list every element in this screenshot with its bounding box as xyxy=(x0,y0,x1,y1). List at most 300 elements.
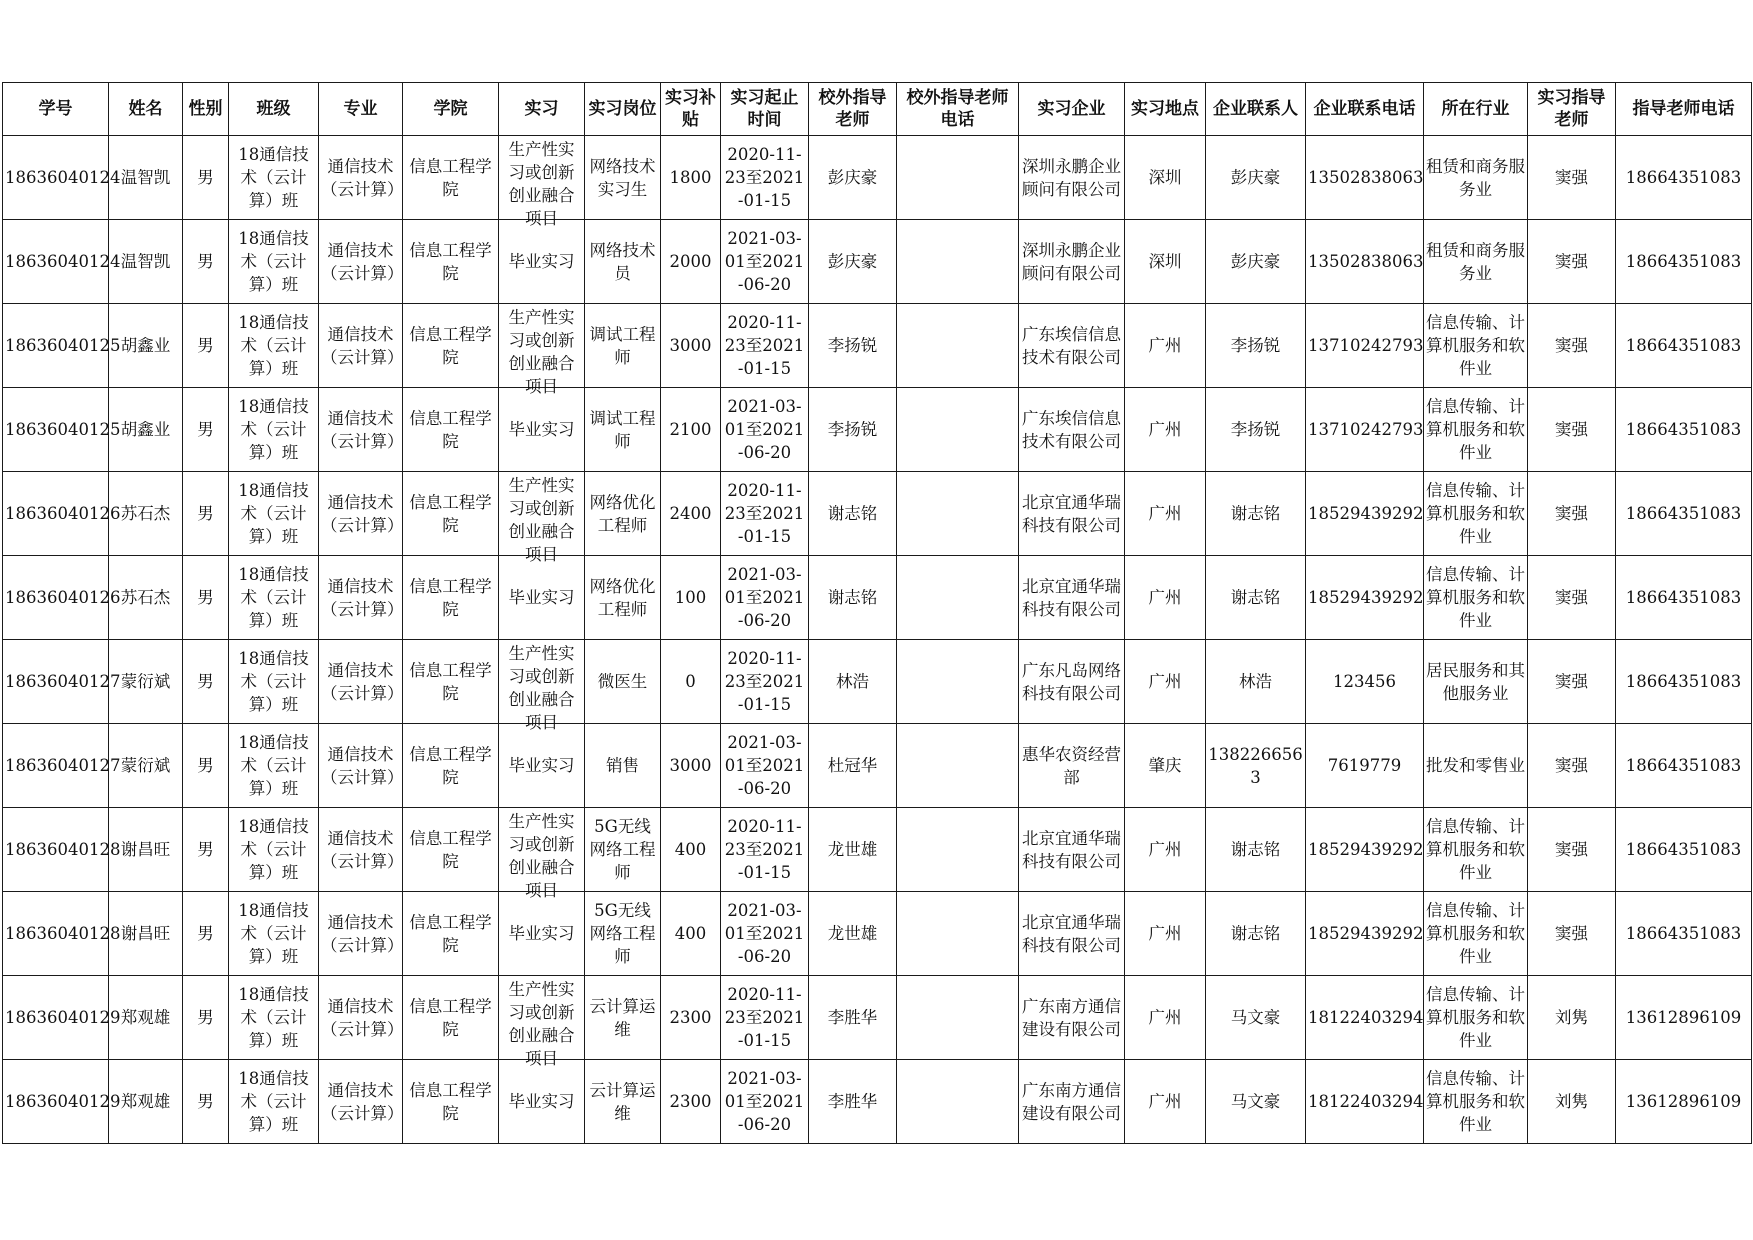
cell-text: 3000 xyxy=(669,756,712,775)
cell-text: 通信技术（云计算） xyxy=(321,1080,404,1123)
cell-company xyxy=(1019,388,1125,472)
cell-text: 窦强 xyxy=(1555,840,1588,859)
cell-tutor-phone xyxy=(1616,808,1752,892)
cell-text: 广东凡岛网络科技有限公司 xyxy=(1022,660,1121,703)
cell-text: 男 xyxy=(197,168,214,187)
internship-table-page xyxy=(2,82,1751,1144)
cell-text: 13502838063 xyxy=(1308,252,1424,271)
cell-company-phone xyxy=(1306,640,1424,724)
cell-period xyxy=(721,304,809,388)
cell-text: 窦强 xyxy=(1555,504,1588,523)
cell-text: 北京宜通华瑞科技有限公司 xyxy=(1022,912,1121,955)
cell-subsidy xyxy=(661,1060,721,1144)
cell-major xyxy=(319,808,403,892)
cell-text: 微医生 xyxy=(597,672,648,691)
cell-position xyxy=(585,304,661,388)
cell-internship-tutor xyxy=(1528,976,1616,1060)
cell-text: 深圳 xyxy=(1148,252,1182,271)
cell-gender xyxy=(183,556,229,640)
cell-internship-type xyxy=(499,220,585,304)
cell-subsidy xyxy=(661,640,721,724)
cell-class xyxy=(229,640,319,724)
cell-company-phone xyxy=(1306,556,1424,640)
cell-gender xyxy=(183,724,229,808)
cell-subsidy xyxy=(661,556,721,640)
cell-text: 13710242793 xyxy=(1308,336,1424,355)
cell-company xyxy=(1019,640,1125,724)
cell-text: 通信技术（云计算） xyxy=(321,324,404,367)
cell-position xyxy=(585,472,661,556)
cell-major xyxy=(319,892,403,976)
cell-external-tutor-phone xyxy=(897,136,1019,220)
cell-company-contact xyxy=(1206,388,1306,472)
cell-text: 男 xyxy=(197,756,214,775)
cell-text: 18636040127 xyxy=(5,756,121,775)
cell-text: 13612896109 xyxy=(1625,1008,1742,1027)
cell-text: 2020-11-23至2021-01-15 xyxy=(724,985,805,1050)
cell-external-tutor xyxy=(809,388,897,472)
table-row xyxy=(3,976,1752,1060)
header-gender: 性别 xyxy=(183,83,229,136)
cell-company-contact xyxy=(1206,892,1306,976)
cell-company-contact xyxy=(1206,976,1306,1060)
table-row xyxy=(3,892,1752,976)
cell-text: 广东南方通信建设有限公司 xyxy=(1022,996,1121,1039)
cell-text: 信息传输、计算机服务和软件业 xyxy=(1426,313,1525,378)
cell-class xyxy=(229,892,319,976)
cell-text: 18636040129 xyxy=(5,1008,121,1027)
cell-college xyxy=(403,220,499,304)
cell-period xyxy=(721,556,809,640)
cell-text: 5G无线网络工程师 xyxy=(589,817,656,882)
cell-gender xyxy=(183,640,229,724)
cell-period xyxy=(721,640,809,724)
cell-tutor-phone xyxy=(1616,220,1752,304)
cell-college xyxy=(403,640,499,724)
cell-gender xyxy=(183,472,229,556)
cell-college xyxy=(403,556,499,640)
cell-tutor-phone xyxy=(1616,724,1752,808)
cell-text: 2021-03-01至2021-06-20 xyxy=(724,733,805,798)
cell-company-contact xyxy=(1206,808,1306,892)
cell-text: 网络优化工程师 xyxy=(589,576,656,619)
cell-location xyxy=(1125,472,1206,556)
cell-company-contact xyxy=(1206,640,1306,724)
cell-text: 18636040125 xyxy=(5,420,121,439)
header-position: 实习岗位 xyxy=(585,83,661,136)
cell-company xyxy=(1019,724,1125,808)
cell-text: 信息传输、计算机服务和软件业 xyxy=(1426,985,1525,1050)
cell-text: 男 xyxy=(197,840,214,859)
cell-internship-tutor xyxy=(1528,472,1616,556)
header-tutor-phone: 指导老师电话 xyxy=(1616,83,1752,136)
cell-text: 13502838063 xyxy=(1308,168,1424,187)
cell-text: 18529439292 xyxy=(1308,504,1424,523)
cell-gender xyxy=(183,136,229,220)
cell-external-tutor xyxy=(809,472,897,556)
cell-subsidy xyxy=(661,808,721,892)
cell-text: 1382266563 xyxy=(1208,744,1303,787)
cell-internship-type xyxy=(499,808,585,900)
cell-external-tutor-phone xyxy=(897,976,1019,1060)
cell-internship-type xyxy=(499,136,585,228)
cell-external-tutor xyxy=(809,724,897,808)
cell-text: 18636040128 xyxy=(5,840,121,859)
cell-text: 温智凯 xyxy=(120,252,171,271)
cell-subsidy xyxy=(661,136,721,220)
cell-subsidy xyxy=(661,304,721,388)
cell-text: 刘隽 xyxy=(1555,1008,1588,1027)
cell-text: 2400 xyxy=(669,504,712,523)
cell-text: 窦强 xyxy=(1555,924,1588,943)
header-external-tutor: 校外指导老师 xyxy=(809,83,897,136)
cell-industry xyxy=(1424,304,1528,388)
cell-text: 广州 xyxy=(1148,420,1182,439)
cell-company-phone xyxy=(1306,1060,1424,1144)
cell-class xyxy=(229,136,319,220)
cell-subsidy xyxy=(661,472,721,556)
cell-major xyxy=(319,724,403,808)
cell-internship-type xyxy=(499,304,585,396)
cell-text: 男 xyxy=(197,672,214,691)
cell-location xyxy=(1125,304,1206,388)
cell-text: 谢志铭 xyxy=(1230,924,1281,943)
cell-text: 惠华农资经营部 xyxy=(1022,744,1121,787)
table-row xyxy=(3,724,1752,808)
cell-class xyxy=(229,472,319,556)
cell-student-id xyxy=(3,724,121,808)
cell-text: 租赁和商务服务业 xyxy=(1426,156,1525,199)
cell-text: 18通信技术（云计算）班 xyxy=(238,817,309,882)
cell-company-phone xyxy=(1306,220,1424,304)
cell-company-phone xyxy=(1306,136,1424,220)
cell-external-tutor-phone xyxy=(897,1060,1019,1144)
cell-text: 生产性实习或创新创业融合项目 xyxy=(508,307,575,396)
cell-company xyxy=(1019,1060,1125,1144)
cell-company-phone xyxy=(1306,892,1424,976)
cell-text: 18529439292 xyxy=(1308,924,1424,943)
cell-company-phone xyxy=(1306,304,1424,388)
cell-text: 林浩 xyxy=(1239,672,1272,691)
cell-text: 信息传输、计算机服务和软件业 xyxy=(1426,817,1525,882)
cell-college xyxy=(403,304,499,388)
cell-text: 13710242793 xyxy=(1308,420,1424,439)
cell-external-tutor xyxy=(809,136,897,220)
cell-text: 2021-03-01至2021-06-20 xyxy=(724,565,805,630)
cell-text: 18通信技术（云计算）班 xyxy=(238,733,309,798)
cell-text: 彭庆豪 xyxy=(827,252,878,271)
cell-text: 18636040127 xyxy=(5,672,121,691)
cell-subsidy xyxy=(661,220,721,304)
cell-text: 2021-03-01至2021-06-20 xyxy=(724,229,805,294)
cell-text: 通信技术（云计算） xyxy=(321,828,404,871)
cell-class xyxy=(229,976,319,1060)
cell-text: 谢志铭 xyxy=(1230,840,1281,859)
cell-company-contact xyxy=(1206,304,1306,388)
cell-text: 胡鑫业 xyxy=(120,420,171,439)
cell-text: 7619779 xyxy=(1327,756,1402,775)
cell-industry xyxy=(1424,892,1528,976)
cell-text: 男 xyxy=(197,504,214,523)
cell-company xyxy=(1019,892,1125,976)
cell-text: 信息传输、计算机服务和软件业 xyxy=(1426,565,1525,630)
cell-internship-tutor xyxy=(1528,556,1616,640)
cell-company-contact xyxy=(1206,1060,1306,1144)
cell-external-tutor-phone xyxy=(897,304,1019,388)
cell-text: 窦强 xyxy=(1555,588,1588,607)
cell-text: 李胜华 xyxy=(827,1008,878,1027)
cell-class xyxy=(229,1060,319,1144)
header-class: 班级 xyxy=(229,83,319,136)
cell-text: 广东南方通信建设有限公司 xyxy=(1022,1080,1121,1123)
cell-location xyxy=(1125,1060,1206,1144)
cell-internship-type xyxy=(499,976,585,1068)
cell-subsidy xyxy=(661,388,721,472)
cell-text: 通信技术（云计算） xyxy=(321,156,404,199)
cell-gender xyxy=(183,976,229,1060)
cell-internship-type xyxy=(499,892,585,976)
cell-college xyxy=(403,472,499,556)
cell-text: 2020-11-23至2021-01-15 xyxy=(724,649,805,714)
cell-student-id xyxy=(3,640,121,724)
cell-text: 北京宜通华瑞科技有限公司 xyxy=(1022,576,1121,619)
cell-internship-type xyxy=(499,1060,585,1144)
cell-text: 谢志铭 xyxy=(827,504,878,523)
header-external-tutor-phone: 校外指导老师电话 xyxy=(897,83,1019,136)
cell-industry xyxy=(1424,724,1528,808)
cell-external-tutor-phone xyxy=(897,472,1019,556)
cell-external-tutor xyxy=(809,640,897,724)
cell-internship-tutor xyxy=(1528,136,1616,220)
cell-text: 18664351083 xyxy=(1625,168,1742,187)
cell-text: 窦强 xyxy=(1555,756,1588,775)
cell-text: 深圳 xyxy=(1148,168,1182,187)
cell-text: 通信技术（云计算） xyxy=(321,240,404,283)
cell-text: 男 xyxy=(197,1008,214,1027)
cell-major xyxy=(319,1060,403,1144)
cell-major xyxy=(319,388,403,472)
cell-text: 彭庆豪 xyxy=(827,168,878,187)
header-major: 专业 xyxy=(319,83,403,136)
cell-tutor-phone xyxy=(1616,1060,1752,1144)
cell-text: 调试工程师 xyxy=(589,324,656,367)
cell-company xyxy=(1019,472,1125,556)
cell-text: 调试工程师 xyxy=(589,408,656,451)
cell-text: 400 xyxy=(674,840,707,859)
cell-text: 杜冠华 xyxy=(827,756,878,775)
cell-text: 18通信技术（云计算）班 xyxy=(238,481,309,546)
cell-text: 18122403294 xyxy=(1308,1092,1424,1111)
cell-text: 13612896109 xyxy=(1625,1092,1742,1111)
table-row xyxy=(3,304,1752,388)
table-header-row xyxy=(3,83,1752,136)
cell-text: 18636040126 xyxy=(5,504,121,523)
cell-text: 广州 xyxy=(1148,336,1182,355)
cell-tutor-phone xyxy=(1616,472,1752,556)
cell-external-tutor-phone xyxy=(897,556,1019,640)
cell-student-id xyxy=(3,892,121,976)
cell-text: 2020-11-23至2021-01-15 xyxy=(724,145,805,210)
cell-text: 龙世雄 xyxy=(827,924,878,943)
cell-text: 18664351083 xyxy=(1625,336,1742,355)
cell-internship-tutor xyxy=(1528,640,1616,724)
cell-position xyxy=(585,388,661,472)
cell-tutor-phone xyxy=(1616,136,1752,220)
cell-tutor-phone xyxy=(1616,388,1752,472)
cell-text: 信息工程学院 xyxy=(409,744,492,787)
cell-text: 18通信技术（云计算）班 xyxy=(238,901,309,966)
cell-text: 网络优化工程师 xyxy=(589,492,656,535)
cell-text: 男 xyxy=(197,1092,214,1111)
cell-gender xyxy=(183,892,229,976)
cell-text: 5G无线网络工程师 xyxy=(589,901,656,966)
cell-text: 信息传输、计算机服务和软件业 xyxy=(1426,397,1525,462)
cell-text: 1800 xyxy=(669,168,712,187)
cell-internship-type xyxy=(499,556,585,640)
cell-class xyxy=(229,556,319,640)
cell-text: 居民服务和其他服务业 xyxy=(1426,660,1525,703)
table-body xyxy=(3,136,1752,1144)
cell-location xyxy=(1125,388,1206,472)
header-student-id: 学号 xyxy=(3,83,109,136)
cell-major xyxy=(319,304,403,388)
cell-text: 18636040129 xyxy=(5,1092,121,1111)
cell-text: 谢志铭 xyxy=(1230,504,1281,523)
cell-external-tutor xyxy=(809,808,897,892)
cell-text: 男 xyxy=(197,336,214,355)
cell-period xyxy=(721,220,809,304)
cell-text: 窦强 xyxy=(1555,252,1588,271)
cell-text: 信息工程学院 xyxy=(409,324,492,367)
header-name: 姓名 xyxy=(109,83,183,136)
cell-position xyxy=(585,1060,661,1144)
cell-text: 18通信技术（云计算）班 xyxy=(238,1069,309,1134)
cell-text: 温智凯 xyxy=(120,168,171,187)
header-internship-tutor: 实习指导老师 xyxy=(1528,83,1616,136)
cell-text: 18通信技术（云计算）班 xyxy=(238,397,309,462)
cell-location xyxy=(1125,556,1206,640)
cell-text: 男 xyxy=(197,252,214,271)
cell-text: 苏石杰 xyxy=(120,588,171,607)
cell-text: 李扬锐 xyxy=(1230,420,1281,439)
cell-text: 400 xyxy=(674,924,707,943)
cell-text: 广州 xyxy=(1148,588,1182,607)
cell-position xyxy=(585,136,661,220)
table-row xyxy=(3,808,1752,892)
cell-period xyxy=(721,1060,809,1144)
cell-text: 3000 xyxy=(669,336,712,355)
header-company-phone: 企业联系电话 xyxy=(1306,83,1424,136)
cell-text: 18664351083 xyxy=(1625,504,1742,523)
cell-text: 2021-03-01至2021-06-20 xyxy=(724,901,805,966)
table-row xyxy=(3,1060,1752,1144)
cell-text: 信息工程学院 xyxy=(409,492,492,535)
cell-external-tutor xyxy=(809,976,897,1060)
cell-company-contact xyxy=(1206,556,1306,640)
cell-text: 2300 xyxy=(669,1092,712,1111)
cell-text: 林浩 xyxy=(836,672,869,691)
cell-text: 窦强 xyxy=(1555,336,1588,355)
cell-external-tutor xyxy=(809,304,897,388)
cell-text: 云计算运维 xyxy=(589,1080,656,1123)
cell-text: 销售 xyxy=(606,756,639,775)
cell-text: 通信技术（云计算） xyxy=(321,492,404,535)
cell-text: 彭庆豪 xyxy=(1230,252,1281,271)
cell-text: 18529439292 xyxy=(1308,840,1424,859)
cell-internship-tutor xyxy=(1528,220,1616,304)
cell-internship-tutor xyxy=(1528,808,1616,892)
cell-industry xyxy=(1424,976,1528,1060)
cell-internship-tutor xyxy=(1528,892,1616,976)
cell-text: 彭庆豪 xyxy=(1230,168,1281,187)
header-company: 实习企业 xyxy=(1019,83,1125,136)
cell-text: 窦强 xyxy=(1555,168,1588,187)
cell-text: 深圳永鹏企业顾问有限公司 xyxy=(1022,156,1121,199)
cell-tutor-phone xyxy=(1616,556,1752,640)
cell-company xyxy=(1019,556,1125,640)
cell-text: 2020-11-23至2021-01-15 xyxy=(724,313,805,378)
table-row xyxy=(3,136,1752,220)
cell-text: 生产性实习或创新创业融合项目 xyxy=(508,643,575,732)
cell-college xyxy=(403,808,499,892)
cell-text: 18664351083 xyxy=(1625,840,1742,859)
cell-text: 信息传输、计算机服务和软件业 xyxy=(1426,901,1525,966)
cell-text: 信息工程学院 xyxy=(409,408,492,451)
cell-industry xyxy=(1424,220,1528,304)
cell-text: 李扬锐 xyxy=(1230,336,1281,355)
cell-student-id xyxy=(3,808,121,892)
cell-external-tutor-phone xyxy=(897,724,1019,808)
header-internship-type: 实习 xyxy=(499,83,585,136)
cell-text: 生产性实习或创新创业融合项目 xyxy=(508,811,575,900)
cell-text: 蒙衍斌 xyxy=(120,756,171,775)
cell-text: 信息工程学院 xyxy=(409,240,492,283)
cell-location xyxy=(1125,892,1206,976)
cell-company xyxy=(1019,808,1125,892)
cell-text: 生产性实习或创新创业融合项目 xyxy=(508,139,575,228)
cell-text: 通信技术（云计算） xyxy=(321,912,404,955)
cell-text: 郑观雄 xyxy=(120,1008,171,1027)
cell-text: 信息传输、计算机服务和软件业 xyxy=(1426,481,1525,546)
table-row xyxy=(3,556,1752,640)
cell-text: 123456 xyxy=(1333,672,1396,691)
cell-company-phone xyxy=(1306,808,1424,892)
cell-text: 信息工程学院 xyxy=(409,1080,492,1123)
cell-college xyxy=(403,1060,499,1144)
cell-text: 通信技术（云计算） xyxy=(321,576,404,619)
cell-period xyxy=(721,724,809,808)
cell-company-contact xyxy=(1206,472,1306,556)
cell-class xyxy=(229,724,319,808)
cell-text: 毕业实习 xyxy=(508,1092,575,1111)
cell-period xyxy=(721,388,809,472)
cell-internship-type xyxy=(499,640,585,732)
cell-text: 信息传输、计算机服务和软件业 xyxy=(1426,1069,1525,1134)
cell-tutor-phone xyxy=(1616,304,1752,388)
cell-position xyxy=(585,724,661,808)
header-location: 实习地点 xyxy=(1125,83,1206,136)
table-row xyxy=(3,472,1752,556)
cell-period xyxy=(721,136,809,220)
cell-text: 龙世雄 xyxy=(827,840,878,859)
cell-text: 18636040128 xyxy=(5,924,121,943)
cell-text: 广州 xyxy=(1148,840,1182,859)
cell-text: 广州 xyxy=(1148,504,1182,523)
cell-student-id xyxy=(3,976,121,1060)
cell-subsidy xyxy=(661,976,721,1060)
cell-text: 2020-11-23至2021-01-15 xyxy=(724,817,805,882)
cell-text: 18636040125 xyxy=(5,336,121,355)
